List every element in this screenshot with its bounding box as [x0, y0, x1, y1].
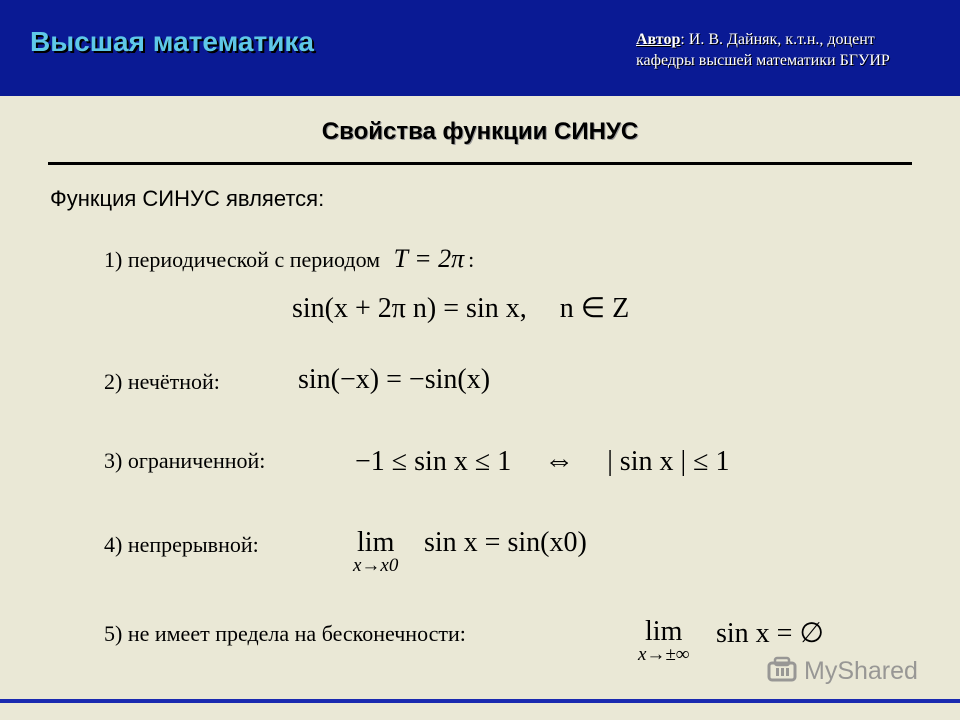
item-3-formula-b: | sin x | ≤ 1: [607, 446, 730, 477]
item-5-limit: lim x→±∞: [638, 616, 690, 665]
item-3-label: 3) ограниченной:: [104, 448, 266, 473]
author-info: [636, 29, 890, 71]
item-3-formula: −1 ≤ sin x ≤ 1 ⇔ | sin x | ≤ 1: [355, 444, 730, 477]
header-bar: [0, 0, 960, 96]
item-4-formula: sin x = sin(x0): [424, 527, 587, 558]
item-1-inline-formula: T = 2π: [393, 244, 465, 273]
item-1-formula: sin(x + 2π n) = sin x, n ∈ Z: [292, 293, 630, 324]
item-2-label: 2) нечётной:: [104, 369, 220, 394]
item-1-label: 1) периодической с периодом T = 2π :: [104, 244, 475, 273]
item-5-formula: sin x = ∅: [716, 618, 824, 649]
brand-title: Высшая математика: [30, 26, 314, 57]
item-5-label: 5) не имеет предела на бесконечности:: [104, 621, 466, 646]
footer-line: [0, 699, 960, 703]
item-2-formula: sin(−x) = −sin(x): [298, 364, 491, 395]
author-line1: : И. В. Дайняк, к.т.н., доцент: [680, 31, 875, 48]
equivalence-icon: ⇔: [544, 444, 575, 477]
watermark-text: MyShared: [804, 656, 918, 685]
author-line2: кафедры высшей математики БГУИР: [636, 52, 890, 69]
title-divider: [48, 162, 912, 165]
slide-title: Свойства функции СИНУС: [321, 118, 639, 145]
item-4-limit: lim x→x0: [353, 527, 399, 576]
author-label: Автор: [636, 31, 681, 48]
intro-text: Функция СИНУС является:: [50, 186, 325, 211]
item-4-label: 4) непрерывной:: [104, 532, 259, 557]
item-1-formula-b: n ∈ Z: [559, 293, 630, 324]
myshared-logo-icon: [766, 656, 798, 686]
watermark: [766, 656, 918, 686]
